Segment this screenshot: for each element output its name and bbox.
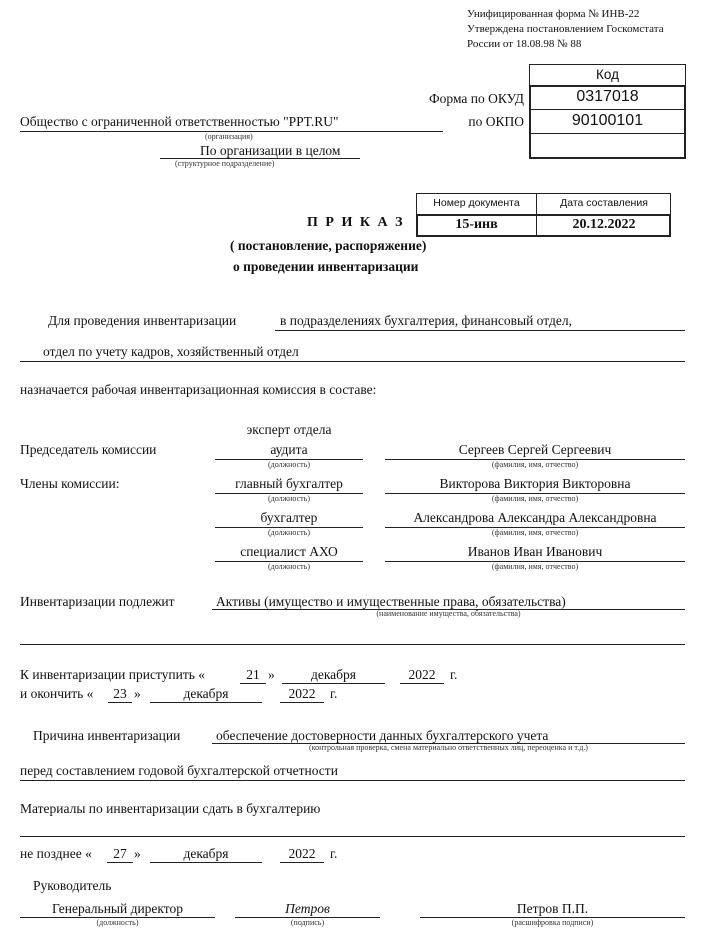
code-header: Код [596,67,619,82]
form-header-line1: Унифицированная форма № ИНВ-22 [467,8,640,20]
head-position-caption: (должность) [96,918,139,927]
members-label: Члены комиссии: [20,476,120,491]
okpo-label: по ОКПО [468,114,524,129]
position-caption: (должность) [268,494,310,503]
position-caption: (должность) [268,460,310,469]
doc-number: 15-инв [455,217,498,232]
form-header-line3: России от 18.08.98 № 88 [467,38,582,50]
deadline-day: 27 [113,846,127,861]
head-label: Руководитель [33,878,112,893]
start-quote-close: » [268,667,275,682]
name-caption: (фамилия, имя, отчество) [491,562,579,571]
start-year-suffix: г. [450,667,458,682]
inventory-subject-label: Инвентаризации подлежит [20,594,175,609]
okpo-value: 90100101 [571,112,644,129]
head-position: Генеральный директор [51,901,184,916]
deadline-year-suffix: г. [330,846,338,861]
start-day: 21 [246,667,260,682]
name-caption: (фамилия, имя, отчество) [491,460,579,469]
member-name: Александрова Александра Александровна [413,510,657,525]
end-quote-close: » [134,686,141,701]
doc-title: П Р И К А З [307,215,405,230]
org-caption: (организация) [205,132,253,141]
division-caption: (структурное подразделение) [175,159,275,168]
doc-subtitle: ( постановление, распоряжение) [230,238,427,253]
deadline-quote-close: » [134,846,141,861]
purpose-value2: отдел по учету кадров, хозяйственный отдел [43,344,299,359]
okud-label: Форма по ОКУД [428,91,524,106]
reason-value1: обеспечение достоверности данных бухгалтерского учета [216,728,549,743]
deadline-year: 2022 [288,846,316,861]
okud-value: 0317018 [576,88,639,105]
end-label: и окончить « [20,686,94,701]
doc-date: 20.12.2022 [572,217,636,232]
form-header-line2: Утверждена постановлением Госкомстата [467,23,664,35]
member-position: бухгалтер [260,510,318,525]
head-signature-caption: (подпись) [290,918,325,927]
doc-date-header: Дата составления [560,197,648,209]
commission-intro: назначается рабочая инвентаризационная комиссия в составе: [20,382,377,397]
end-year: 2022 [288,686,316,701]
position-caption: (должность) [268,562,310,571]
end-month: декабря [183,686,229,701]
chair-position-line1: эксперт отдела [246,422,332,437]
member-position: главный бухгалтер [235,476,343,491]
name-caption: (фамилия, имя, отчество) [491,494,579,503]
inventory-subject-value: Активы (имущество и имущественные права, обязательства) [216,594,566,609]
head-decoded-caption: (расшифровка подписи) [511,918,594,927]
chair-name: Сергеев Сергей Сергеевич [458,442,612,457]
inventory-subject-caption: (наименование имущества, обязательства) [376,609,521,618]
start-year: 2022 [408,667,436,682]
reason-label: Причина инвентаризации [33,728,181,743]
code-header-cell [529,64,686,86]
member-name: Викторова Виктория Викторовна [439,476,631,491]
purpose-value1: в подразделениях бухгалтерия, финансовый отдел, [280,313,572,328]
reason-value2: перед составлением годовой бухгалтерской отчетности [20,763,338,778]
head-decoded-name: Петров П.П. [516,901,589,916]
position-caption: (должность) [268,528,310,537]
org-name: Общество с ограниченной ответственностью "PPT.RU" [20,114,339,129]
start-month: декабря [310,667,357,682]
member-name: Иванов Иван Иванович [467,544,603,559]
reason-caption: (контрольная проверка, смена материально ответственных лиц, переоценка и т.д.) [309,743,588,752]
name-caption: (фамилия, имя, отчество) [491,528,579,537]
chair-position-line2: аудита [270,442,308,457]
division-name: По организации в целом [200,143,341,158]
head-signature: Петров [285,901,330,916]
deadline-label: не позднее « [20,846,92,861]
member-position: специалист АХО [240,544,338,559]
materials-label: Материалы по инвентаризации сдать в бухгалтерию [20,801,321,816]
chair-label: Председатель комиссии [20,442,157,457]
purpose-label: Для проведения инвентаризации [48,313,237,328]
start-label: К инвентаризации приступить « [20,667,206,682]
doc-subject: о проведении инвентаризации [233,259,419,274]
deadline-month: декабря [183,846,229,861]
end-day: 23 [113,686,127,701]
doc-number-header: Номер документа [433,197,520,209]
end-year-suffix: г. [330,686,338,701]
